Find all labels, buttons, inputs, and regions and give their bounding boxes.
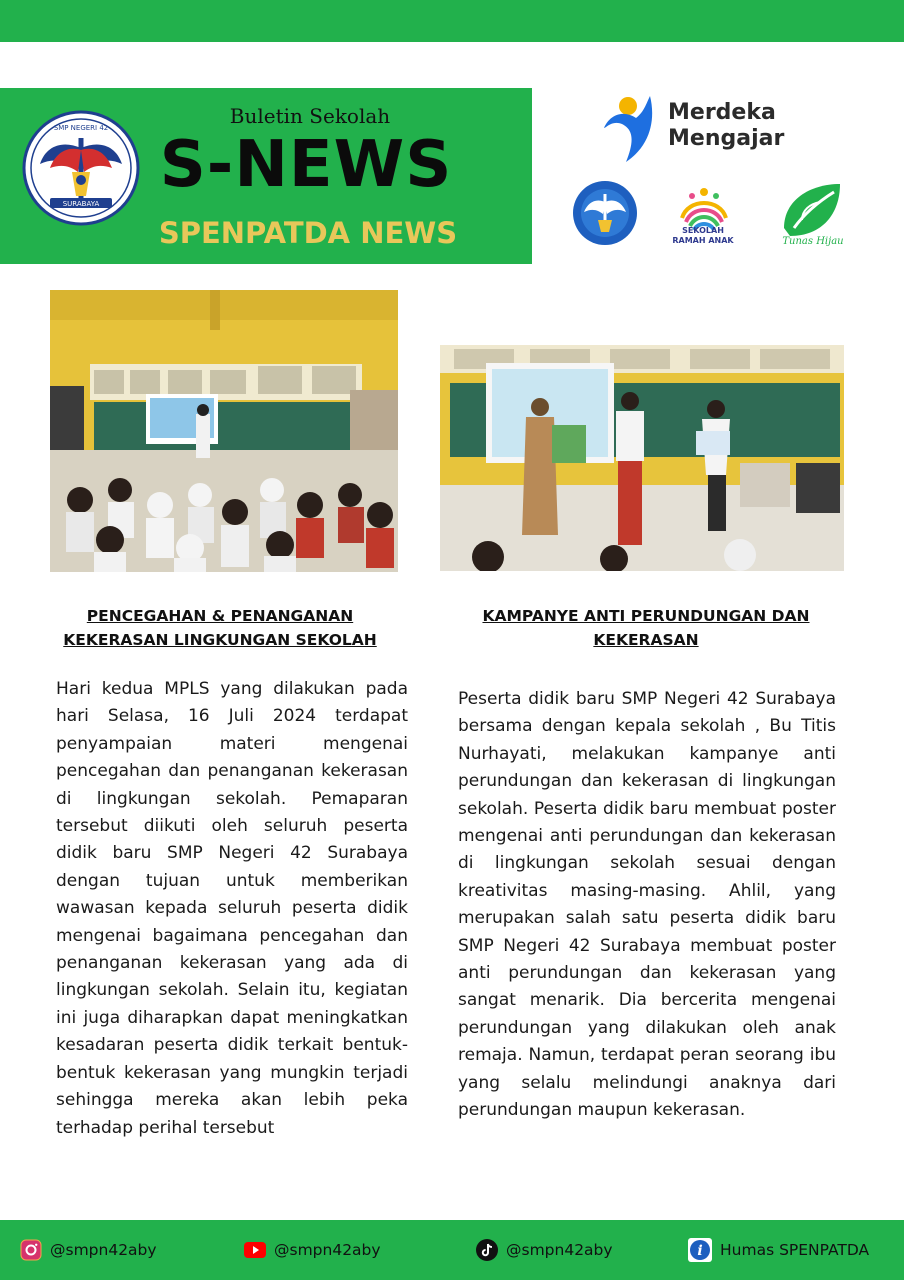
humas-label: Humas SPENPATDA bbox=[720, 1241, 870, 1259]
article-2-body: Peserta didik baru SMP Negeri 42 Surabaya bersama dengan kepala sekolah , Bu Titis Nurhayati, melakukan kampanye anti perundungan dan kekerasan di lingkungan sekolah. Peserta didik baru membuat poster mengenai anti perundungan dan kekerasan di lingkungan sekolah sesuai dengan kreativitas masing-masing. Ahlil, yang merupakan salah satu peserta didik baru SMP Negeri 42 Surabaya membuat poster anti perundungan dan kekerasan yang sangat menarik. Dia bercerita mengenai perundungan yang dilakukan oleh anak remaja. Namun, terdapat peran seorang ibu yang selalu melindungi anaknya dari perundungan maupun kekerasan. bbox=[458, 689, 836, 1121]
humas-info-link[interactable] bbox=[688, 1238, 869, 1262]
ramah-line-1: SEKOLAH bbox=[682, 226, 724, 235]
photo-anti-bullying-campaign bbox=[440, 345, 844, 571]
tiktok-handle: @smpn42aby bbox=[506, 1241, 613, 1259]
article-2-title: KAMPANYE ANTI PERUNDUNGAN DAN KEKERASAN bbox=[482, 607, 810, 649]
youtube-handle: @smpn42aby bbox=[274, 1241, 381, 1259]
article-1-body: Hari kedua MPLS yang dilakukan pada hari Selasa, 16 Juli 2024 terdapat penyampaian materi mengenai pencegahan dan penanganan kekerasan di lingkungan sekolah. Pemaparan tersebut diikuti oleh seluruh peserta didik baru SMP Negeri 42 Surabaya dengan tujuan untuk memberikan wawasan kepada seluruh peserta didik mengenai bagaimana pencegahan dan penanganan kekerasan yang ada di lingkungan sekolah. Selain itu, kegiatan ini juga diharapkan dapat meningkatkan kesadaran peserta didik terkait bentuk-bentuk kekerasan yang mungkin terjadi sehingga mereka akan lebih peka terhadap perihal tersebut bbox=[56, 679, 408, 1138]
tiktok-icon bbox=[476, 1239, 498, 1261]
mengajar-word: Mengajar bbox=[668, 126, 785, 151]
info-icon bbox=[688, 1238, 712, 1262]
tut-wuri-handayani-logo bbox=[572, 180, 638, 246]
newsletter-subtitle: SPENPATDA NEWS bbox=[158, 216, 458, 250]
article-1-title: PENCEGAHAN & PENANGANAN KEKERASAN LINGKUNGAN SEKOLAH bbox=[63, 607, 377, 649]
merdeka-mengajar-wordmark bbox=[668, 100, 784, 152]
top-green-bar bbox=[0, 0, 904, 42]
instagram-link[interactable] bbox=[20, 1238, 157, 1262]
svg-text:i: i bbox=[697, 1243, 703, 1259]
emblem-top-text: SMP NEGERI 42 bbox=[53, 124, 109, 132]
bulletin-label: Buletin Sekolah bbox=[229, 104, 391, 128]
newsletter-title: S-NEWS bbox=[159, 128, 453, 202]
instagram-icon bbox=[20, 1239, 42, 1261]
tiktok-link[interactable] bbox=[476, 1238, 613, 1262]
photo-mpls-presentation bbox=[50, 290, 398, 572]
instagram-handle: @smpn42aby bbox=[50, 1241, 157, 1259]
ramah-line-2: RAMAH ANAK bbox=[672, 236, 734, 245]
youtube-link[interactable] bbox=[244, 1238, 381, 1262]
sekolah-ramah-anak-text bbox=[660, 226, 746, 246]
tunas-hijau-text: Tunas Hijau bbox=[782, 236, 844, 247]
youtube-icon bbox=[244, 1242, 266, 1258]
school-emblem-logo bbox=[22, 110, 140, 226]
merdeka-word: Merdeka bbox=[668, 100, 776, 125]
emblem-bottom-text: SURABAYA bbox=[62, 200, 100, 208]
